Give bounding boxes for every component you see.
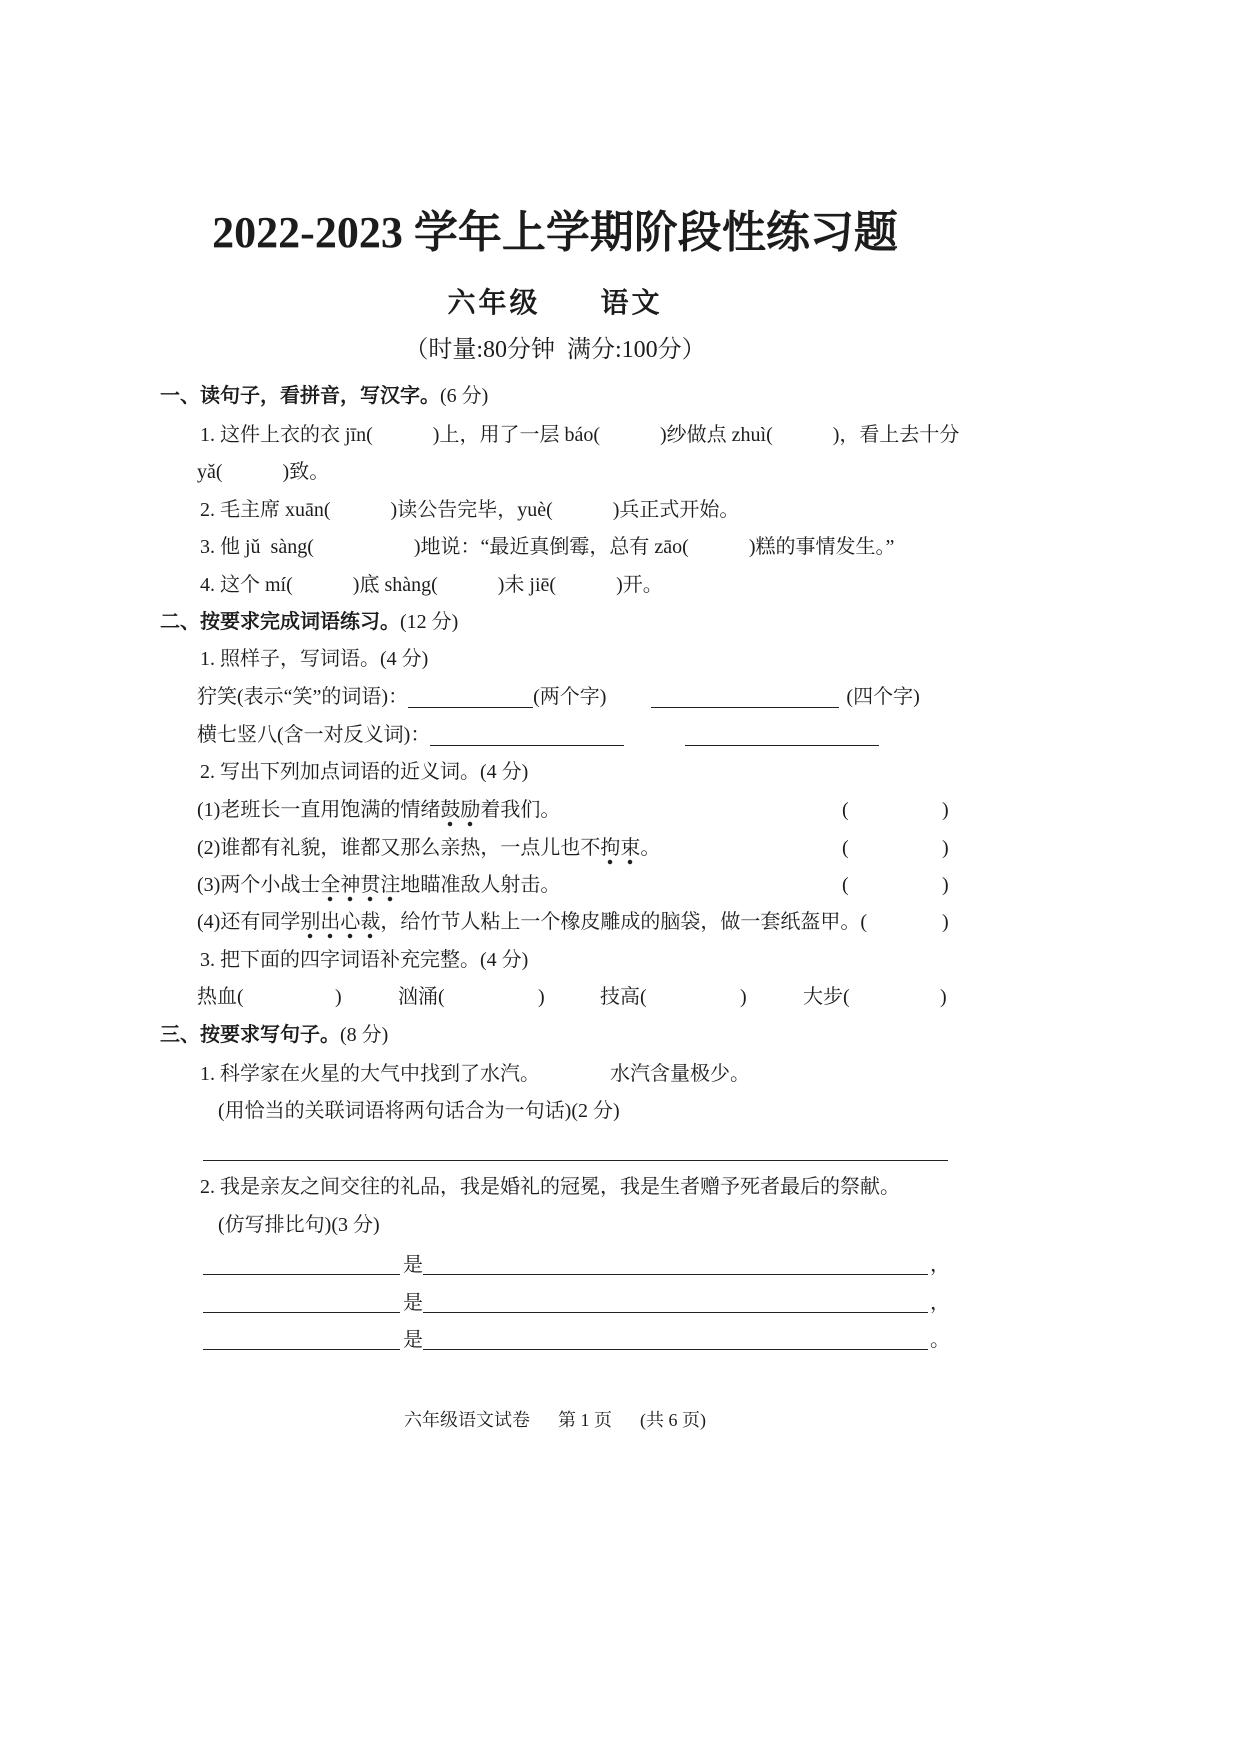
question-text: 2. 毛主席 xuān(: [200, 499, 331, 521]
answer-paren-open: (: [842, 799, 849, 821]
idiom-item-2: 汹涌(: [398, 986, 445, 1008]
answer-line: [203, 1349, 400, 1350]
item-text: 。: [640, 837, 661, 859]
s3-q1-sentence-1: 1. 科学家在火星的大气中找到了水汽。: [200, 1063, 540, 1085]
idiom-item-3: 技高(: [600, 986, 647, 1008]
page-number: 第 1 页: [558, 1410, 612, 1430]
item-text: (2)谁都有礼貌，谁都又那么亲热，一点儿也不: [197, 837, 601, 859]
dotted-word: 别出心裁: [300, 911, 380, 940]
dotted-word: 拘束: [600, 837, 640, 866]
answer-line: [423, 1349, 928, 1350]
section-2-title: 二、按要求完成词语练习。: [160, 611, 400, 633]
synonym-item-1: [197, 795, 560, 825]
item-text: (1)老班长一直用饱满的情绪: [197, 799, 441, 821]
idiom-item-1: 热血(: [197, 986, 244, 1008]
s2-question-2-prompt: 2. 写出下列加点词语的近义词。(4 分): [200, 761, 529, 783]
question-text: )底 shàng(: [352, 574, 438, 596]
s1-question-2: [200, 495, 739, 525]
question-text: )地说：“最近真倒霉，总有 zāo(: [413, 536, 689, 558]
question-text: )兵正式开始。: [612, 499, 740, 521]
question-text: )糕的事情发生。”: [748, 536, 895, 558]
s2-example-row-1: [197, 682, 920, 712]
idiom-paren-close: ): [538, 986, 545, 1008]
section-1-score: (6 分): [440, 385, 489, 407]
section-3-title: 三、按要求写句子。: [160, 1024, 340, 1046]
question-text: )纱做点 zhuì(: [659, 424, 773, 446]
answer-paren-close: ): [942, 874, 949, 896]
row-ending: ，: [930, 1254, 950, 1276]
item-text: 地瞄准敌人射击。: [400, 874, 561, 896]
page-footer: [0, 1406, 1110, 1434]
s3-q2-sentence: 2. 我是亲友之间交往的礼品，我是婚礼的冠冕，我是生者赠予死者最后的祭献。: [200, 1176, 900, 1198]
grade-label: 六年级: [447, 287, 541, 318]
time-and-score: （时量:80分钟 满分:100分）: [404, 337, 706, 363]
answer-line: [203, 1312, 400, 1313]
idiom-item-4: 大步(: [803, 986, 850, 1008]
answer-paren-open: (: [842, 874, 849, 896]
s2-question-1-prompt: 1. 照样子，写词语。(4 分): [200, 648, 429, 670]
answer-paren-close: ): [942, 911, 949, 933]
idiom-paren-close: ): [335, 986, 342, 1008]
answer-line: [203, 1274, 400, 1275]
question-text: )未 jiē(: [497, 574, 557, 596]
synonym-item-2: [197, 833, 660, 863]
s2-question-3-prompt: 3. 把下面的四字词语补充完整。(4 分): [200, 949, 529, 971]
synonym-item-4: [197, 907, 867, 937]
question-text: 4. 这个 mí(: [200, 574, 293, 596]
idiom-paren-close: ): [940, 986, 947, 1008]
question-text: )开。: [616, 574, 663, 596]
s3-q1-sentence-2: 水汽含量极少。: [610, 1063, 750, 1085]
section-3-score: (8 分): [340, 1024, 389, 1046]
question-text: )致。: [282, 461, 330, 483]
question-text: yǎ(: [197, 461, 223, 483]
section-3-heading: [160, 1020, 388, 1050]
section-1-heading: [160, 381, 488, 411]
question-text: )读公告完毕，yuè(: [390, 499, 553, 521]
row-ending: ，: [930, 1292, 950, 1314]
dotted-word: 鼓励: [440, 799, 480, 828]
answer-underline: [430, 744, 624, 746]
question-text: 1. 这件上衣的衣 jīn(: [200, 424, 373, 446]
connector-word: 是: [403, 1329, 423, 1351]
s1-question-4: [200, 570, 663, 600]
section-2-heading: [160, 607, 458, 637]
item-text: (4)还有同学: [197, 911, 301, 933]
question-text: )，看上去十分: [832, 424, 960, 446]
synonym-item-3: [197, 870, 560, 900]
s2-example-row-2: [197, 720, 879, 750]
answer-paren-open: (: [860, 911, 867, 933]
s1-question-3: [200, 532, 894, 562]
s1-question-1-continued: [197, 457, 329, 487]
answer-paren-close: ): [942, 799, 949, 821]
section-2-score: (12 分): [400, 611, 459, 633]
question-text: 3. 他 jǔ sàng(: [200, 536, 314, 558]
answer-line: [203, 1160, 948, 1161]
hint-four-chars: (四个字): [846, 686, 920, 708]
answer-underline: [651, 706, 839, 708]
answer-line: [423, 1274, 928, 1275]
hint-two-chars: (两个字): [533, 686, 607, 708]
s1-question-1: [200, 420, 959, 450]
exam-title: 2022-2023 学年上学期阶段性练习题: [212, 208, 898, 257]
answer-paren-open: (: [842, 837, 849, 859]
idiom-paren-close: ): [740, 986, 747, 1008]
example-label: 狞笑(表示“笑”的词语)：: [197, 686, 409, 708]
row-ending: 。: [930, 1329, 950, 1351]
connector-word: 是: [403, 1292, 423, 1314]
section-1-title: 一、读句子，看拼音，写汉字。: [160, 385, 440, 407]
dotted-word: 全神贯注: [320, 874, 400, 903]
answer-line: [423, 1312, 928, 1313]
question-text: )上，用了一层 báo(: [432, 424, 600, 446]
item-text: 着我们。: [480, 799, 561, 821]
connector-word: 是: [403, 1254, 423, 1276]
exam-subtitle: [0, 283, 1110, 323]
example-label: 横七竖八(含一对反义词)：: [197, 724, 431, 746]
subject-label: 语文: [600, 287, 663, 318]
answer-underline: [685, 744, 879, 746]
s3-q1-instruction: (用恰当的关联词语将两句话合为一句话)(2 分): [218, 1100, 620, 1122]
s3-q2-instruction: (仿写排比句)(3 分): [218, 1214, 380, 1236]
item-text: (3)两个小战士: [197, 874, 321, 896]
item-text: ，给竹节人粘上一个橡皮雕成的脑袋，做一套纸盔甲。: [380, 911, 861, 933]
answer-paren-close: ): [942, 837, 949, 859]
paper-name: 六年级语文试卷: [404, 1410, 530, 1430]
page-total: (共 6 页): [640, 1410, 706, 1430]
answer-underline: [408, 706, 533, 708]
